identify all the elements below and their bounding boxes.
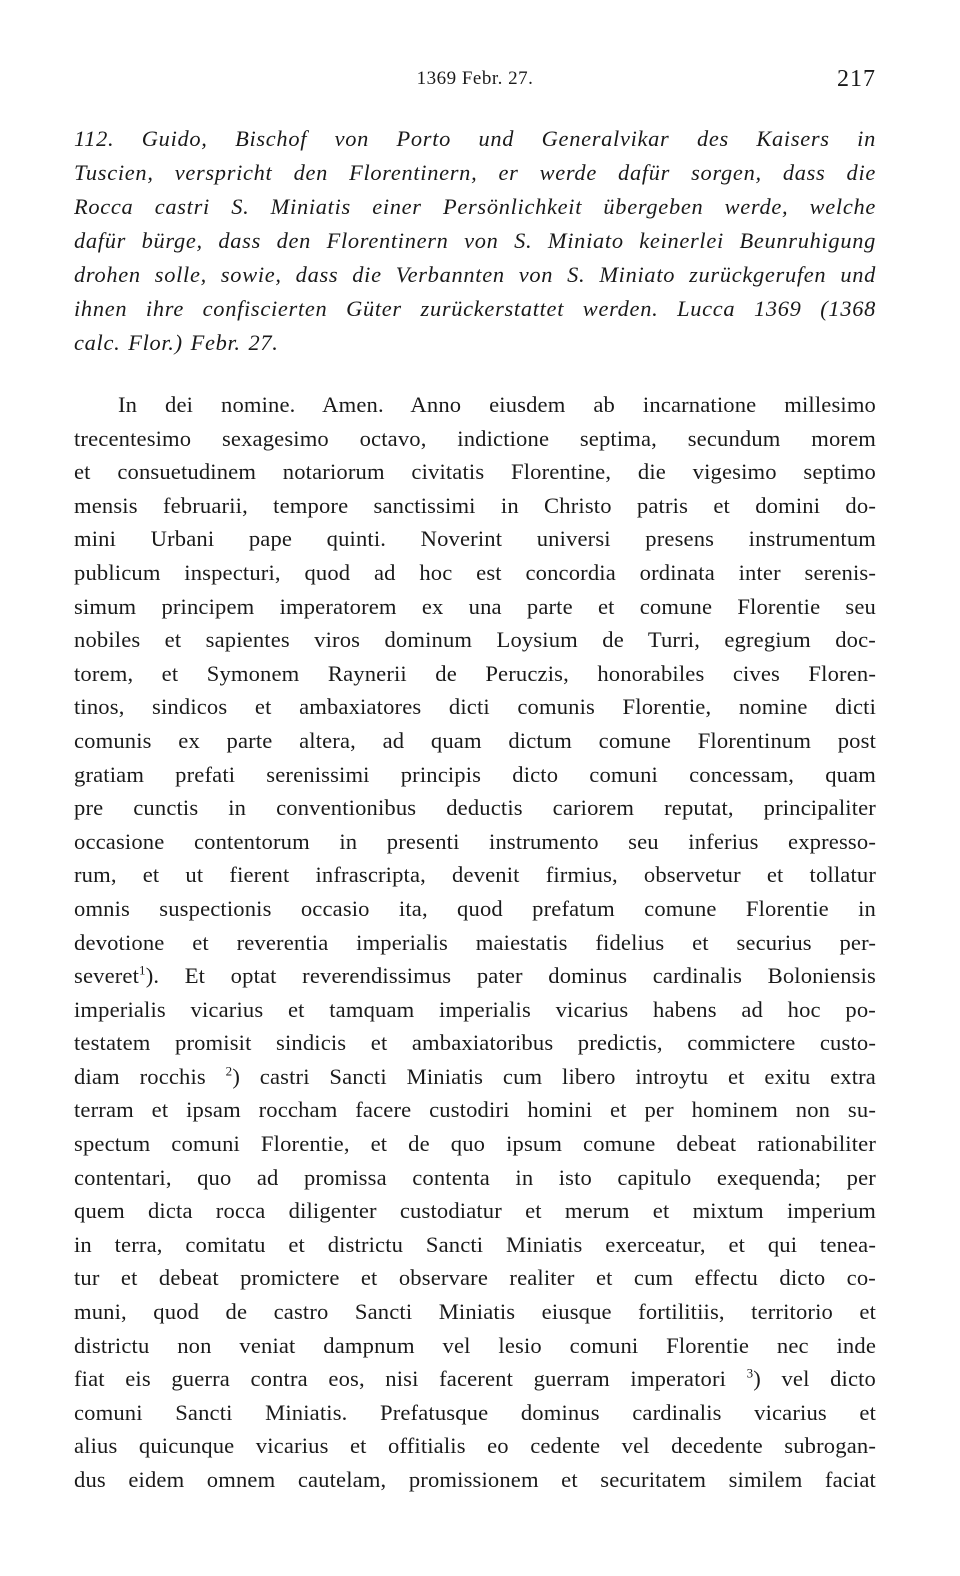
regest-line: Tuscien, verspricht den Florentinern, er werde dafür sorgen, dass die <box>74 160 876 185</box>
body-line: terram et ipsam roccham facere custodiri homini et per hominem non su- <box>74 1097 876 1123</box>
body-line: diam rocchis $^2$) castri Sancti Miniatis cum libero introytu et exitu extra <box>74 1063 876 1089</box>
body-line: devotione et reverentia imperialis maiestatis fidelius et securius per- <box>74 929 876 955</box>
page-number: 217 <box>837 66 876 92</box>
body-line: fiat eis guerra contra eos, nisi facerent guerram imperatori $^3$) vel dicto <box>74 1365 876 1392</box>
body-line: In dei nomine. Amen. Anno eiusdem ab incarnatione millesimo <box>118 392 876 417</box>
body-line: et consuetudinem notariorum civitatis Florentine, die vigesimo septimo <box>74 459 876 485</box>
document-body <box>74 388 876 1497</box>
body-line: in terra, comitatu et districtu Sancti Miniatis exerceatur, et qui tenea- <box>74 1231 876 1257</box>
body-line: districtu non veniat dampnum vel lesio comuni Florentie nec inde <box>74 1332 876 1358</box>
body-line: rum, et ut fierent infrascripta, devenit firmius, observetur et tollatur <box>74 862 876 888</box>
body-line: contentari, quo ad promissa contenta in isto capitulo exequenda; per <box>74 1164 876 1190</box>
body-line: gratiam prefati serenissimi principis dicto comuni concessam, quam <box>74 761 876 787</box>
regest-line: Rocca castri S. Miniatis einer Persönlichkeit übergeben werde, welche <box>74 194 876 219</box>
regest-line: drohen solle, sowie, dass die Verbannten von S. Miniato zurückgerufen und <box>74 262 876 287</box>
body-line: comuni Sancti Miniatis. Prefatusque dominus cardinalis vicarius et <box>74 1399 876 1425</box>
body-line: mensis februarii, tempore sanctissimi in Christo patris et domini do- <box>74 492 876 518</box>
document-number: 112. <box>74 126 115 151</box>
body-line: alius quicunque vicarius et offitialis eo cedente vel decedente subrogan- <box>74 1433 876 1459</box>
footnote-mark: 2 <box>225 1063 233 1079</box>
footnote-mark: 3 <box>746 1365 754 1381</box>
body-line: occasione contentorum in presenti instrumento seu inferius expresso- <box>74 828 876 854</box>
body-line: torem, et Symonem Raynerii de Peruczis, honorabiles cives Floren- <box>74 660 876 686</box>
body-line: quem dicta rocca diligenter custodiatur et merum et mixtum imperium <box>74 1198 876 1224</box>
running-head-date: 1369 Febr. 27. <box>416 68 534 89</box>
regest-line: 112. Guido, Bischof von Porto und Generalvikar des Kaisers in <box>74 126 876 151</box>
body-line: testatem promisit sindicis et ambaxiatoribus predictis, commictere custo- <box>74 1030 876 1056</box>
running-head <box>74 66 876 102</box>
body-line: severet$^1$). Et optat reverendissimus pater dominus cardinalis Boloniensis <box>74 962 876 989</box>
body-line: tinos, sindicos et ambaxiatores dicti comunis Florentie, nomine dicti <box>74 694 876 720</box>
body-line: trecentesimo sexagesimo octavo, indictione septima, secundum morem <box>74 425 876 451</box>
footnote-mark: 1 <box>139 962 146 978</box>
body-line: dus eidem omnem cautelam, promissionem et securitatem similem faciat <box>74 1467 876 1492</box>
body-line: tur et debeat promictere et observare realiter et cum effectu dicto co- <box>74 1265 876 1291</box>
body-line: simum principem imperatorem ex una parte et comune Florentie seu <box>74 593 876 619</box>
regest-summary <box>74 122 876 360</box>
regest-line: calc. Flor.) Febr. 27. <box>74 330 279 355</box>
body-line: mini Urbani pape quinti. Noverint universi presens instrumentum <box>74 526 876 552</box>
body-line: comunis ex parte altera, ad quam dictum comune Florentinum post <box>74 727 876 753</box>
body-line: imperialis vicarius et tamquam imperialis vicarius habens ad hoc po- <box>74 996 876 1022</box>
regest-line: dafür bürge, dass den Florentinern von S. Miniato keinerlei Beunruhigung <box>74 228 876 253</box>
body-line: nobiles et sapientes viros dominum Loysium de Turri, egregium doc- <box>74 627 876 653</box>
body-line: muni, quod de castro Sancti Miniatis eiusque fortilitiis, territorio et <box>74 1299 876 1325</box>
regest-line: ihnen ihre confiscierten Güter zurückerstattet werden. Lucca 1369 (1368 <box>74 296 876 321</box>
body-line: omnis suspectionis occasio ita, quod prefatum comune Florentie in <box>74 895 876 921</box>
body-line: pre cunctis in conventionibus deductis cariorem reputat, principaliter <box>74 795 876 821</box>
body-line: publicum inspecturi, quod ad hoc est concordia ordinata inter serenis- <box>74 559 876 585</box>
body-line: spectum comuni Florentie, et de quo ipsum comune debeat rationabiliter <box>74 1131 876 1157</box>
